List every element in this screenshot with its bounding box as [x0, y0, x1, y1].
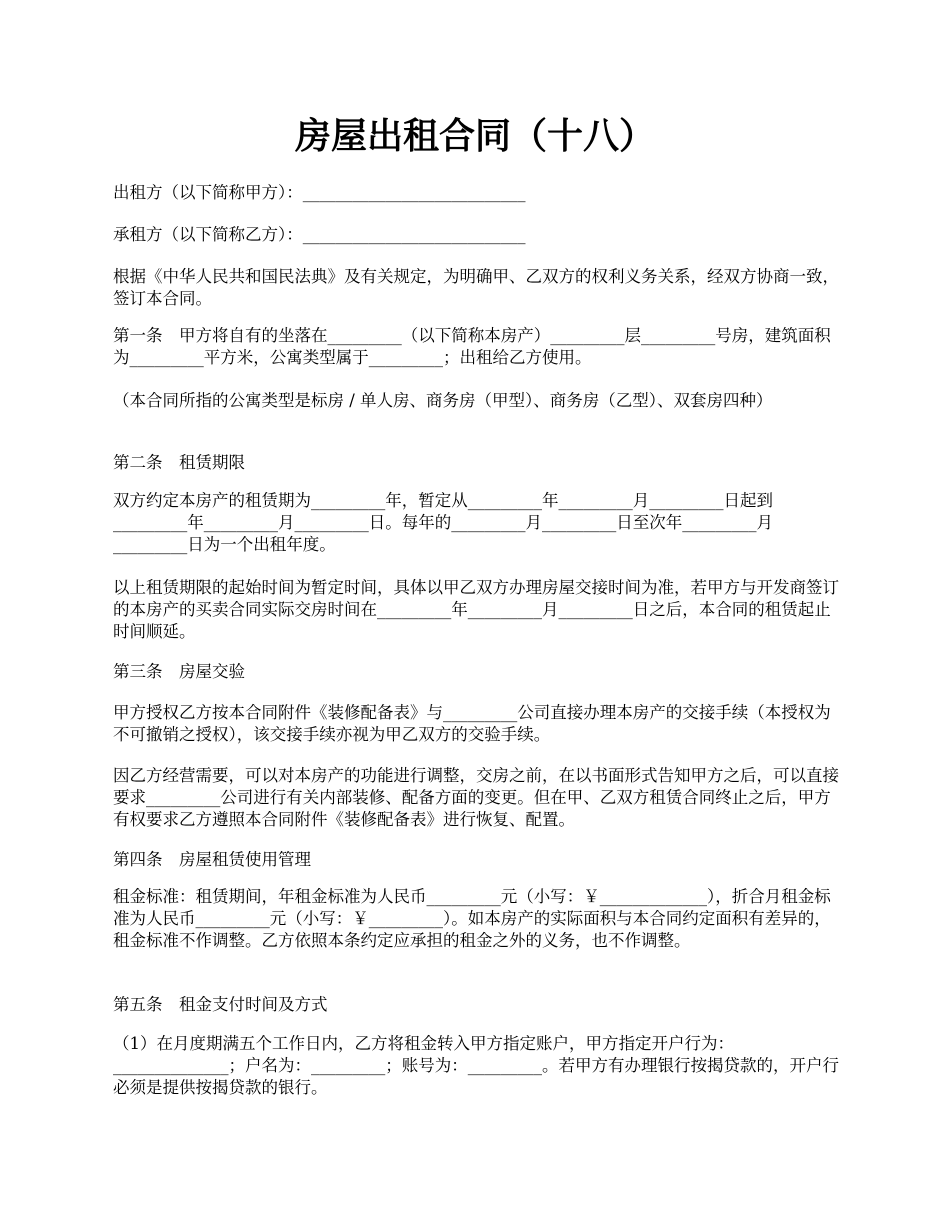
- handover-authorization-paragraph: 甲方授权乙方按本合同附件《装修配备表》与_________公司直接办理本房产的交接手续（本授权为不可撤销之授权），该交接手续亦视为甲乙双方的交验手续。: [113, 703, 831, 744]
- term-adjustment-paragraph: 以上租赁期限的起始时间为暂定时间，具体以甲乙双方办理房屋交接时间为准，若甲方与开发商签订的本房产的买卖合同实际交房时间在_________年_________月_________日之后，本合同的租赁起止时间顺延。: [113, 578, 839, 641]
- document-title: 房屋出租合同（十八）: [294, 115, 655, 157]
- lease-term-paragraph: 双方约定本房产的租赁期为_________年，暂定从_________年_________月_________日起到_________年_________月_________日。每年的_________月_________日至次年_________月_________日为一个出租年度。: [113, 491, 773, 554]
- article-2-heading: 第二条 租赁期限: [113, 453, 245, 472]
- preamble-paragraph: 根据《中华人民共和国民法典》及有关规定，为明确甲、乙双方的权利义务关系，经双方协商一致，签订本合同。: [113, 267, 839, 308]
- payment-method-paragraph: （1）在月度期满五个工作日内，乙方将租金转入甲方指定账户，甲方指定开户行为：______________；户名为：_________；账号为：_________。若甲方有办理银行按揭贷款的，开户行必须是提供按揭贷款的银行。: [113, 1034, 839, 1097]
- apartment-type-note: （本合同所指的公寓类型是标房 / 单人房、商务房（甲型）、商务房（乙型）、双套房四种）: [113, 391, 773, 410]
- article-5-heading: 第五条 租金支付时间及方式: [113, 995, 328, 1014]
- article-4-heading: 第四条 房屋租赁使用管理: [113, 850, 311, 869]
- lessee-line: 承租方（以下简称乙方）：___________________________: [113, 225, 526, 244]
- function-adjustment-paragraph: 因乙方经营需要，可以对本房产的功能进行调整，交房之前，在以书面形式告知甲方之后，可以直接要求_________公司进行有关内部装修、配备方面的变更。但在甲、乙双方租赁合同终止之后，甲方有权要求乙方遵照本合同附件《装修配备表》进行恢复、配置。: [113, 766, 839, 829]
- rent-standard-paragraph: 租金标准：租赁期间，年租金标准为人民币_________元（小写：￥_____________），折合月租金标准为人民币_________元（小写：￥_________）。如本房产的实际面积与本合同约定面积有差异的，租金标准不作调整。乙方依照本条约定应承担的租金之外的义务，也不作调整。: [113, 887, 831, 950]
- article-1-paragraph: 第一条 甲方将自有的坐落在_________（以下简称本房产）_________层_________号房，建筑面积为_________平方米，公寓类型属于_________；出租给乙方使用。: [113, 326, 831, 367]
- article-3-heading: 第三条 房屋交验: [113, 662, 245, 681]
- lessor-line: 出租方（以下简称甲方）：___________________________: [113, 183, 526, 202]
